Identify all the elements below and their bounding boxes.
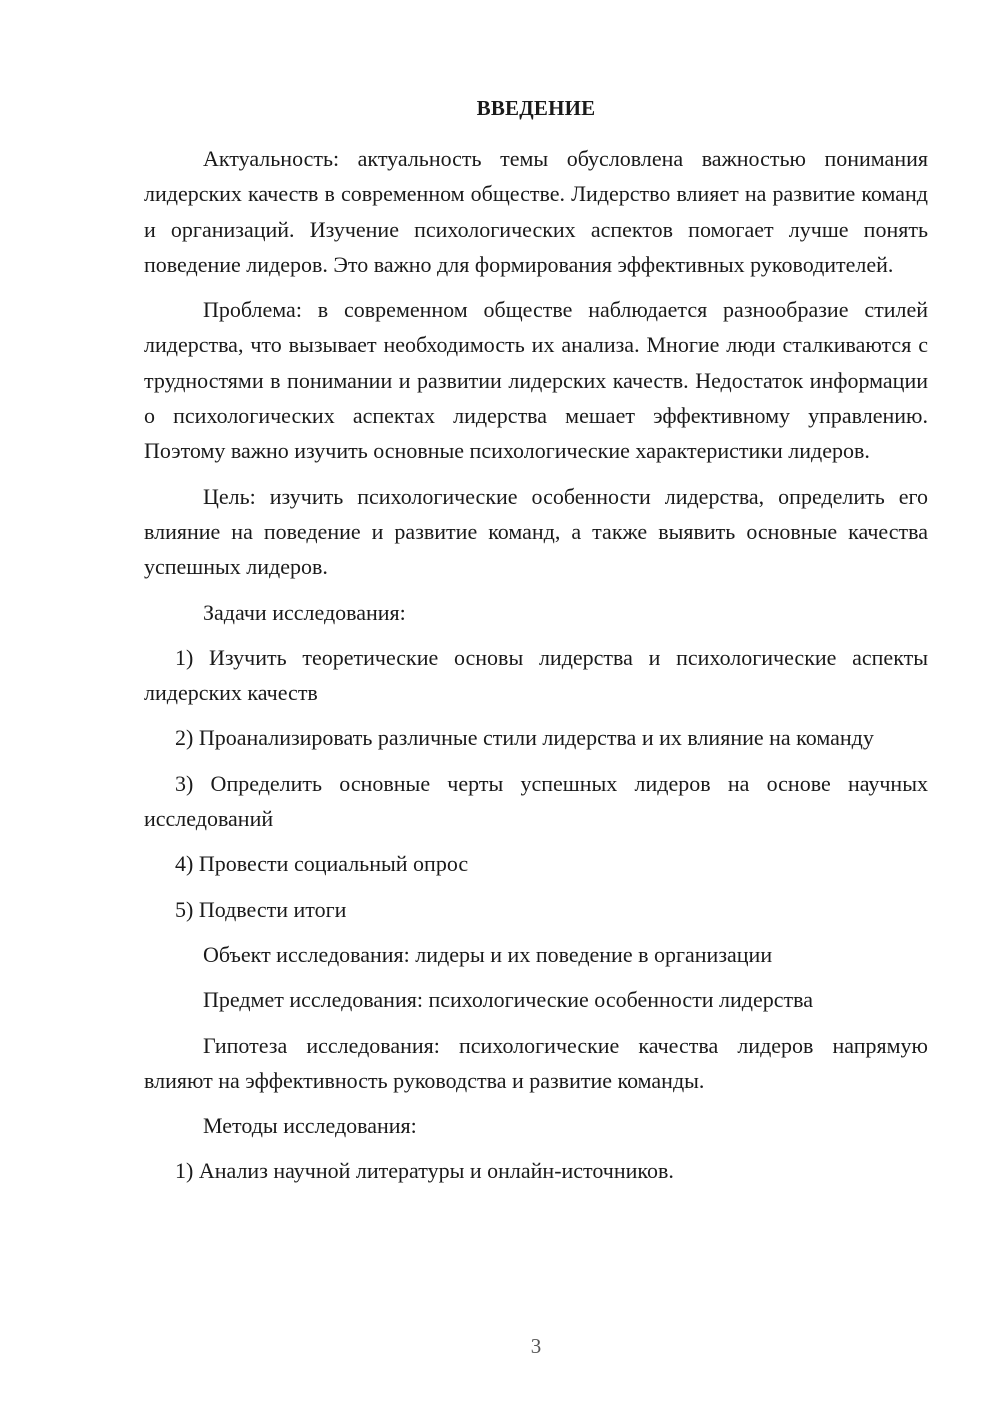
page-number: 3: [530, 1334, 542, 1358]
paragraph-subject: Предмет исследования: психологические особенности лидерства: [203, 987, 813, 1013]
task-item: 1) Изучить теоретические основы лидерства и психологические аспекты лидерских качеств: [144, 644, 928, 706]
page-title: ВВЕДЕНИЕ: [476, 96, 596, 120]
task-item: 4) Провести социальный опрос: [175, 851, 469, 877]
task-item: 2) Проанализировать различные стили лидерства и их влияние на команду: [175, 725, 874, 751]
paragraph-tasks-heading: Задачи исследования:: [203, 599, 406, 625]
paragraph-methods-heading: Методы исследования:: [203, 1113, 417, 1139]
paragraph-hypothesis: Гипотеза исследования: психологические качества лидеров напрямую влияют на эффективность руководства и развитие команды.: [144, 1032, 928, 1093]
method-item: 1) Анализ научной литературы и онлайн-источников.: [175, 1158, 674, 1184]
paragraph-relevance: Актуальность: актуальность темы обусловлена важностью понимания лидерских качеств в современном обществе. Лидерство влияет на развитие команд и организаций. Изучение психологических аспектов помогает лучше понять поведение лидеров. Это важно для формирования эффективных руководителей.: [144, 146, 928, 277]
document-body: [144, 141, 928, 1189]
paragraph-problem: Проблема: в современном обществе наблюдается разнообразие стилей лидерства, что вызывает необходимость их анализа. Многие люди сталкиваются с трудностями в понимании и развитии лидерских качеств. Недостаток информации о психологических аспектах лидерства мешает эффективному управлению. Поэтому важно изучить основные психологические характеристики лидеров.: [144, 297, 928, 464]
task-item: 5) Подвести итоги: [175, 896, 347, 922]
paragraph-object: Объект исследования: лидеры и их поведение в организации: [203, 941, 773, 967]
task-item: 3) Определить основные черты успешных лидеров на основе научных исследований: [144, 770, 928, 832]
paragraph-goal: Цель: изучить психологические особенности лидерства, определить его влияние на поведение и развитие команд, а также выявить основные качества успешных лидеров.: [144, 483, 928, 580]
